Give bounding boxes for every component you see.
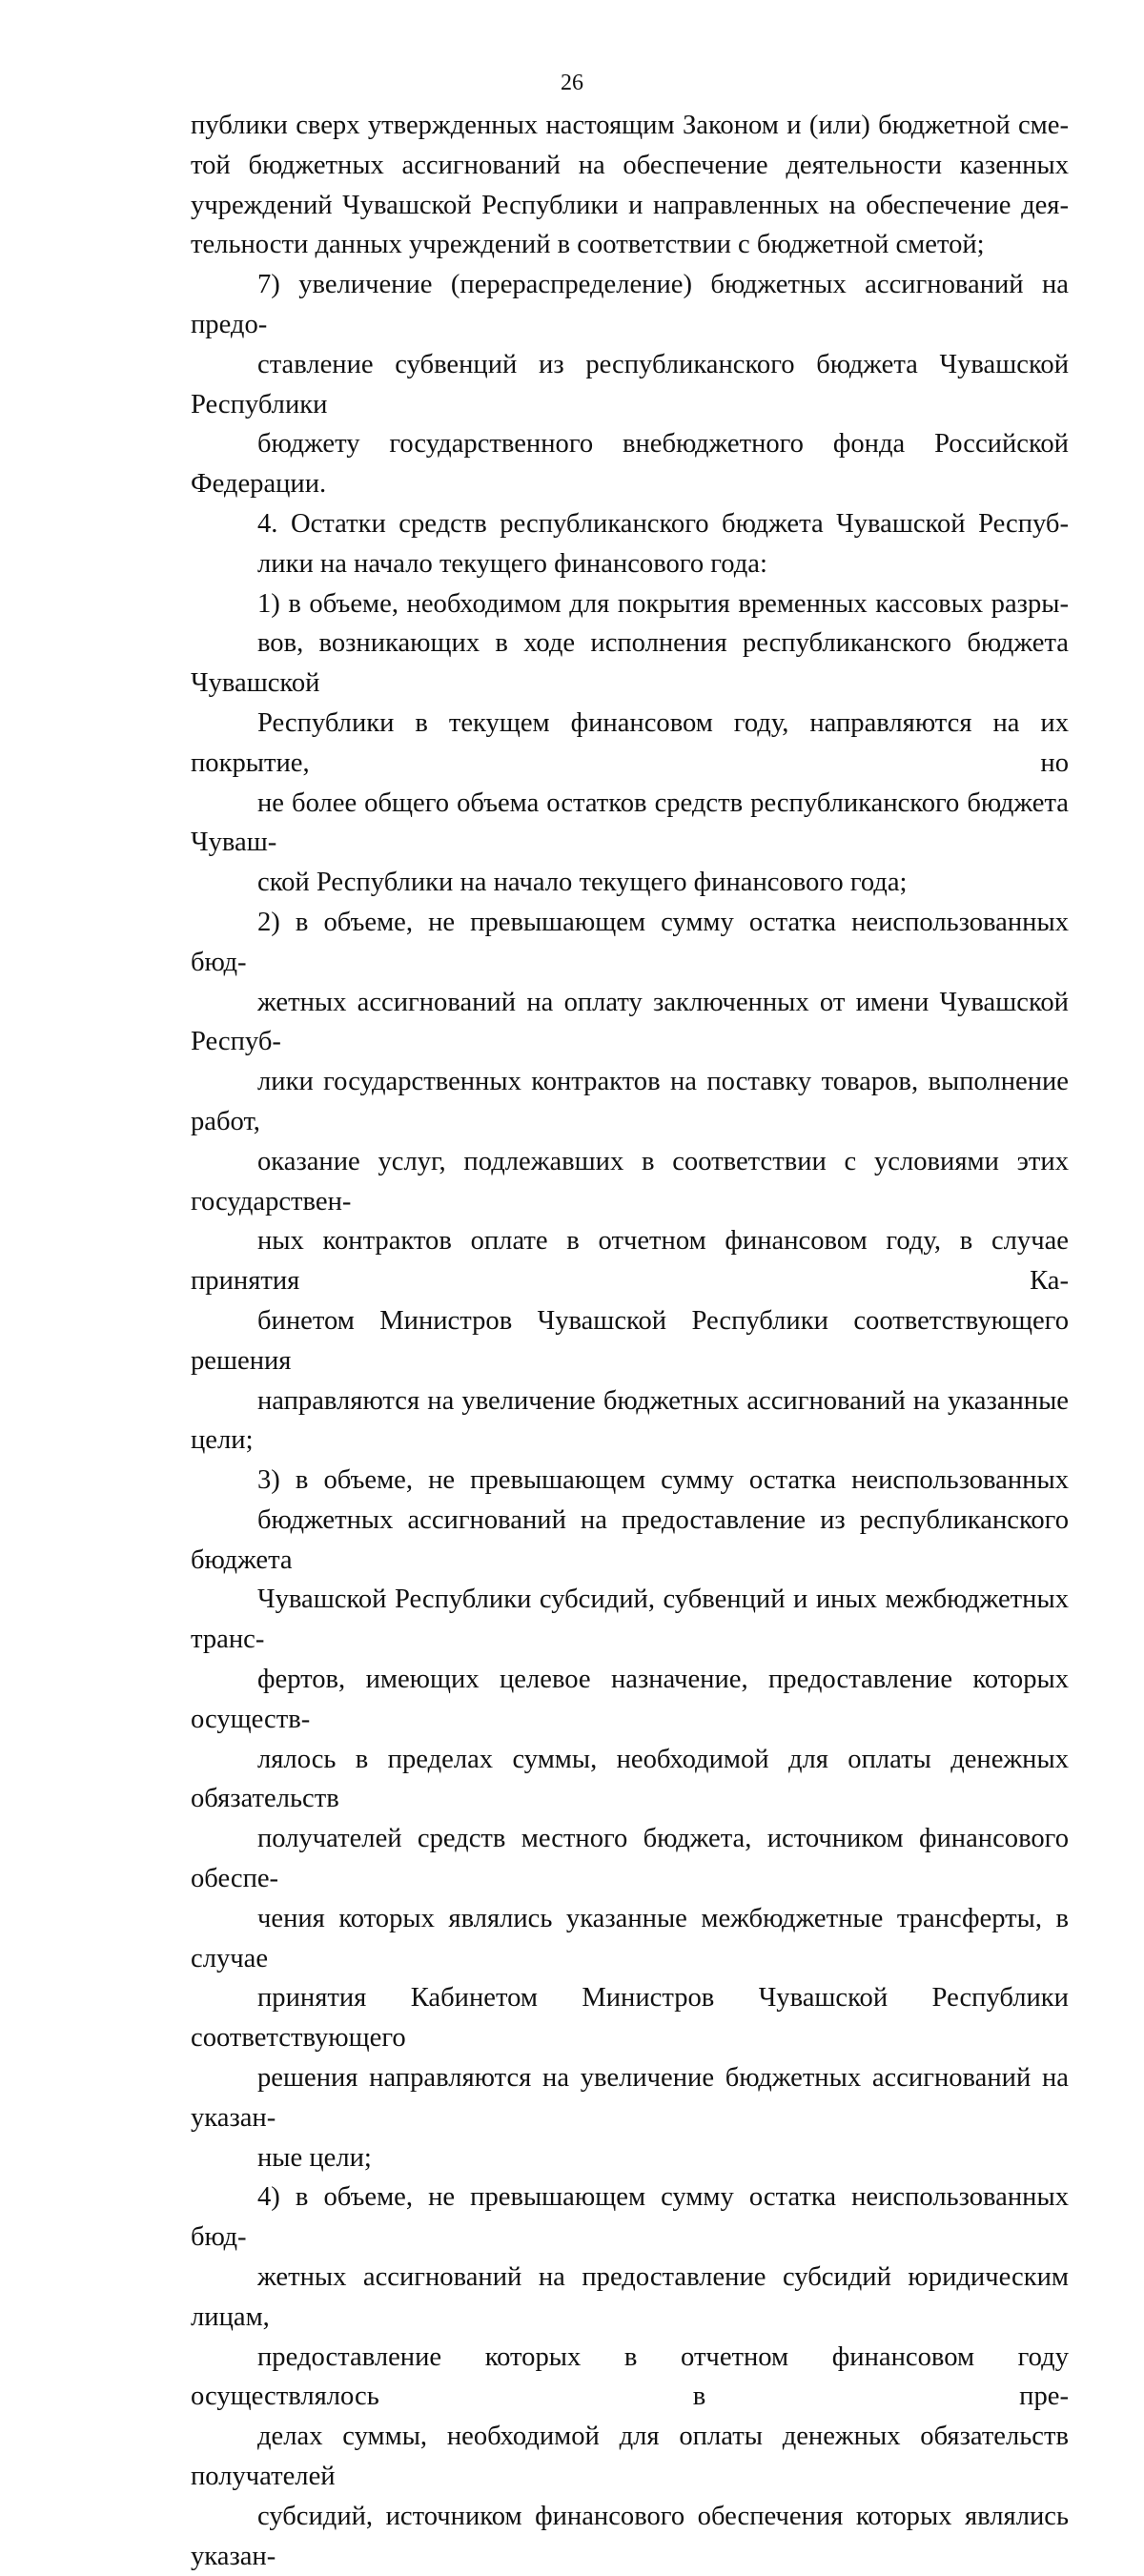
text-line: 2) в объеме, не превышающем сумму остатка неиспользованных бюд-	[191, 907, 1069, 977]
text-line: 1) в объеме, необходимом для покрытия временных кассовых разры-	[257, 588, 1069, 619]
text-line: субсидий, источником финансового обеспечения которых являлись указан-	[191, 2501, 1069, 2571]
text-line: лики на начало текущего финансового года:	[257, 548, 767, 579]
text-line: фертов, имеющих целевое назначение, предоставление которых осуществ-	[191, 1665, 1069, 1734]
text-line: ставление субвенций из республиканского бюджета Чувашской Республики	[191, 349, 1069, 419]
text-line: предоставление которых в отчетном финансовом году осуществлялось в пре-	[191, 2341, 1069, 2412]
paragraph-item-1	[191, 584, 1069, 903]
paragraph-item-3	[191, 1461, 1069, 2177]
text-line: оказание услуг, подлежавших в соответствии с условиями этих государствен-	[191, 1146, 1069, 1216]
text-line: ные цели;	[257, 2142, 372, 2173]
text-line: жетных ассигнований на оплату заключенных от имени Чувашской Респуб-	[191, 987, 1069, 1057]
text-line: лялось в пределах суммы, необходимой для оплаты денежных обязательств	[191, 1744, 1069, 1814]
text-line: бюджетных ассигнований на предоставление из республиканского бюджета	[191, 1504, 1069, 1575]
text-line: решения направляются на увеличение бюджетных ассигнований на указан-	[191, 2063, 1069, 2133]
text-line: 3) в объеме, не превышающем сумму остатка неиспользованных	[257, 1465, 1069, 1496]
text-line: бинетом Министров Чувашской Республики соответствующего решения	[191, 1305, 1069, 1376]
text-line: Чувашской Республики субсидий, субвенций и иных межбюджетных транс-	[191, 1584, 1069, 1655]
text-line: не более общего объема остатков средств республиканского бюджета Чуваш-	[191, 787, 1069, 858]
text-line: публики сверх утвержденных настоящим Законом и (или) бюджетной сме-	[191, 111, 1069, 140]
text-line: получателей средств местного бюджета, источником финансового обеспе-	[191, 1824, 1069, 1894]
text-line: делах суммы, необходимой для оплаты денежных обязательств получателей	[191, 2422, 1069, 2492]
paragraph-section-4	[191, 504, 1069, 584]
text-line: чения которых являлись указанные межбюджетные трансферты, в случае	[191, 1903, 1069, 1973]
text-line: вов, возникающих в ходе исполнения республиканского бюджета Чувашской	[191, 628, 1069, 699]
text-line: принятия Кабинетом Министров Чувашской Республики соответствующего	[191, 1983, 1069, 2054]
text-line: тельности данных учреждений в соответствии с бюджетной сметой;	[191, 230, 985, 260]
text-line: 4) в объеме, не превышающем сумму остатка неиспользованных бюд-	[191, 2182, 1069, 2253]
text-line: той бюджетных ассигнований на обеспечение деятельности казенных	[191, 150, 1069, 180]
text-line: учреждений Чувашской Республики и направленных на обеспечение дея-	[191, 190, 1069, 220]
paragraph-continuation	[191, 106, 1069, 265]
body-text	[191, 106, 1069, 2576]
text-line: ных контрактов оплате в отчетном финансовом году, в случае принятия Ка-	[191, 1226, 1069, 1297]
text-line: лики государственных контрактов на поставку товаров, выполнение работ,	[191, 1067, 1069, 1136]
text-line: направляются на увеличение бюджетных ассигнований на указанные цели;	[191, 1385, 1069, 1456]
text-line: ской Республики на начало текущего финансового года;	[257, 868, 908, 898]
page-number: 26	[561, 71, 583, 95]
text-line: 4. Остатки средств республиканского бюджета Чувашской Респуб-	[257, 508, 1069, 539]
text-line: жетных ассигнований на предоставление субсидий юридическим лицам,	[191, 2262, 1069, 2332]
text-line: Республики в текущем финансовом году, направляются на их покрытие, но	[191, 707, 1069, 778]
paragraph-item-7	[191, 265, 1069, 504]
paragraph-item-2	[191, 903, 1069, 1461]
text-line: бюджету государственного внебюджетного фонда Российской Федерации.	[191, 429, 1069, 500]
text-line: 7) увеличение (перераспределение) бюджетных ассигнований на предо-	[191, 270, 1069, 339]
paragraph-item-4	[191, 2177, 1069, 2576]
